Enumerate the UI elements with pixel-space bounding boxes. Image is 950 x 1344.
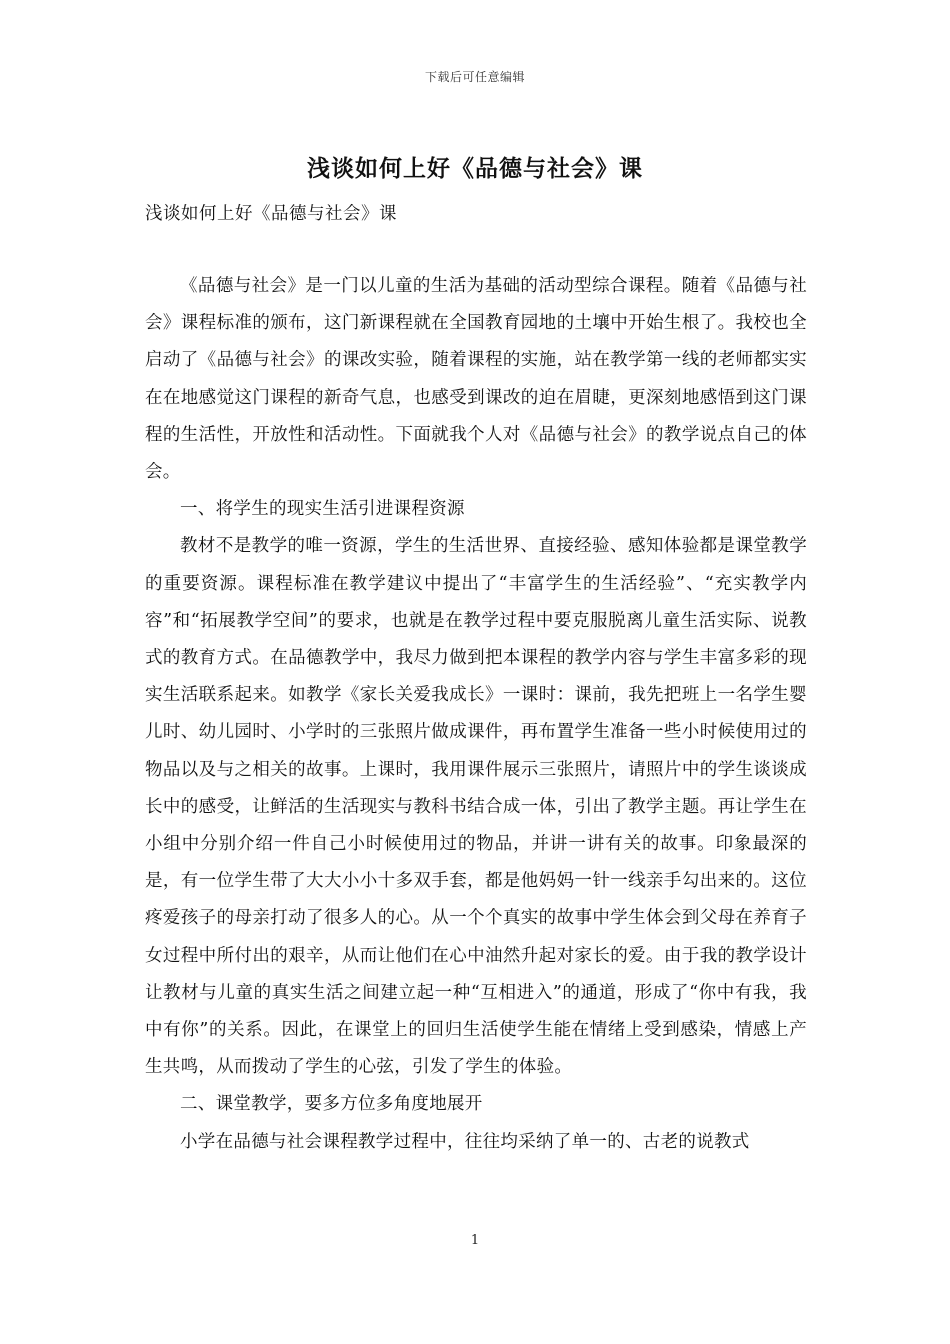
- paragraph-intro: 《品德与社会》是一门以儿童的生活为基础的活动型综合课程。随着《品德与社会》课程标准的颁布，这门新课程就在全国教育园地的土壤中开始生根了。我校也全启动了《品德与社会》的课改实验，随着课程的实施，站在教学第一线的老师都实实在在地感觉这门课程的新奇气息，也感受到课改的迫在眉睫，更深刻地感悟到这门课程的生活性，开放性和活动性。下面就我个人对《品德与社会》的教学说点自己的体会。: [145, 276, 807, 483]
- paragraph-section-1: 教材不是教学的唯一资源，学生的生活世界、直接经验、感知体验都是课堂教学的重要资源。课程标准在教学建议中提出了“丰富学生的生活经验”、“充实教学内容”和“拓展教学空间”的要求，也就是在教学过程中要克服脱离儿童生活实际、说教式的教育方式。在品德教学中，我尽力做到把本课程的教学内容与学生丰富多彩的现实生活联系起来。如教学《家长关爱我成长》一课时：课前，我先把班上一名学生婴儿时、幼儿园时、小学时的三张照片做成课件，再布置学生准备一些小时候使用过的物品以及与之相关的故事。上课时，我用课件展示三张照片，请照片中的学生谈谈成长中的感受，让鲜活的生活现实与教科书结合成一体，引出了教学主题。再让学生在小组中分别介绍一件自己小时候使用过的物品，并讲一讲有关的故事。印象最深的是，有一位学生带了大大小小十多双手套，都是他妈妈一针一线亲手勾出来的。这位疼爱孩子的母亲打动了很多人的心。从一个个真实的故事中学生体会到父母在养育子女过程中所付出的艰辛，从而让他们在心中油然升起对家长的爱。由于我的教学设计让教材与儿童的真实生活之间建立起一种“互相进入”的通道，形成了“你中有我，我中有你”的关系。因此，在课堂上的回归生活使学生能在情绪上受到感染，情感上产生共鸣，从而拨动了学生的心弦，引发了学生的体验。: [145, 536, 807, 1078]
- document-subtitle: 浅谈如何上好《品德与社会》课: [145, 204, 397, 224]
- paragraph-section-2: 小学在品德与社会课程教学过程中，往往均采纳了单一的、古老的说教式: [180, 1131, 750, 1152]
- section-heading-1: 一、将学生的现实生活引进课程资源: [180, 499, 465, 520]
- document-title: 浅谈如何上好《品德与社会》课: [307, 155, 643, 182]
- section-heading-2: 二、课堂教学，要多方位多角度地展开: [180, 1094, 483, 1115]
- document-body: [145, 268, 807, 1161]
- page-number: 1: [470, 1233, 480, 1248]
- header-note: 下载后可任意编辑: [424, 70, 525, 84]
